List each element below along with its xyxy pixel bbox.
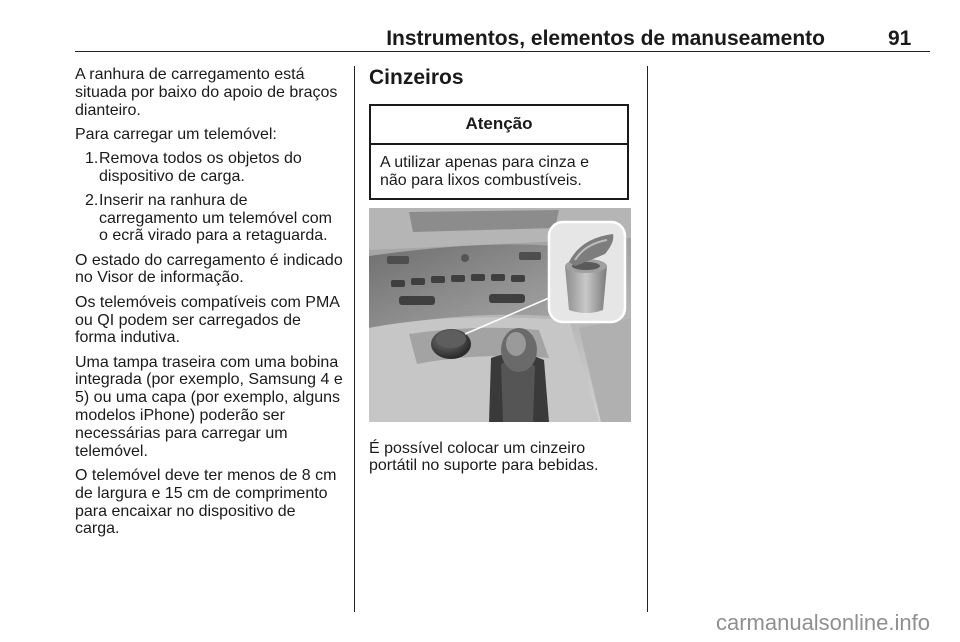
paragraph-back-cover: Uma tampa traseira com uma bobina integrada (por exemplo, Samsung 4 e 5) ou uma capa (por exemplo, alguns modelos iPhone) poderão ser necessárias para carregar um telemóvel. — [75, 353, 343, 460]
column-ashtrays — [369, 66, 634, 475]
attention-box — [369, 104, 629, 200]
list-item — [75, 192, 343, 245]
charging-steps-list — [75, 150, 343, 245]
list-item — [75, 150, 343, 186]
column-divider-left — [354, 66, 355, 612]
paragraph-to-charge: Para carregar um telemóvel: — [75, 125, 277, 143]
ashtray-illustration — [369, 208, 631, 422]
step-text: Inserir na ranhura de carregamento um telemóvel com o ecrã virado para a retaguarda. — [99, 191, 332, 245]
section-title: Cinzeiros — [369, 66, 464, 89]
step-number: 2. — [85, 191, 99, 209]
watermark: carmanualsonline.info — [715, 610, 930, 635]
header-title: Instrumentos, elementos de manuseamento — [386, 27, 825, 50]
paragraph-slot-location: A ranhura de carregamento está situada por baixo do apoio de braços dianteiro. — [75, 66, 338, 119]
column-charging — [75, 66, 343, 545]
figure-caption: É possível colocar um cinzeiro portátil no suporte para bebidas. — [369, 439, 599, 475]
header-rule — [75, 51, 930, 52]
paragraph-compatible-phones: Os telemóveis compatíveis com PMA ou QI podem ser carregados de forma indutiva. — [75, 293, 340, 347]
page-header — [0, 0, 960, 50]
paragraph-phone-size: O telemóvel deve ter menos de 8 cm de largura e 15 cm de comprimento para encaixar no dispositivo de carga. — [75, 466, 337, 538]
attention-title: Atenção — [371, 106, 627, 145]
step-number: 1. — [85, 150, 99, 168]
column-divider-right — [647, 66, 648, 612]
attention-text: A utilizar apenas para cinza e não para lixos combustíveis. — [380, 154, 590, 189]
step-text: Remova todos os objetos do dispositivo de carga. — [99, 150, 302, 185]
paragraph-charge-status: O estado do carregamento é indicado no Visor de informação. — [75, 251, 343, 287]
page-number: 91 — [888, 27, 912, 50]
